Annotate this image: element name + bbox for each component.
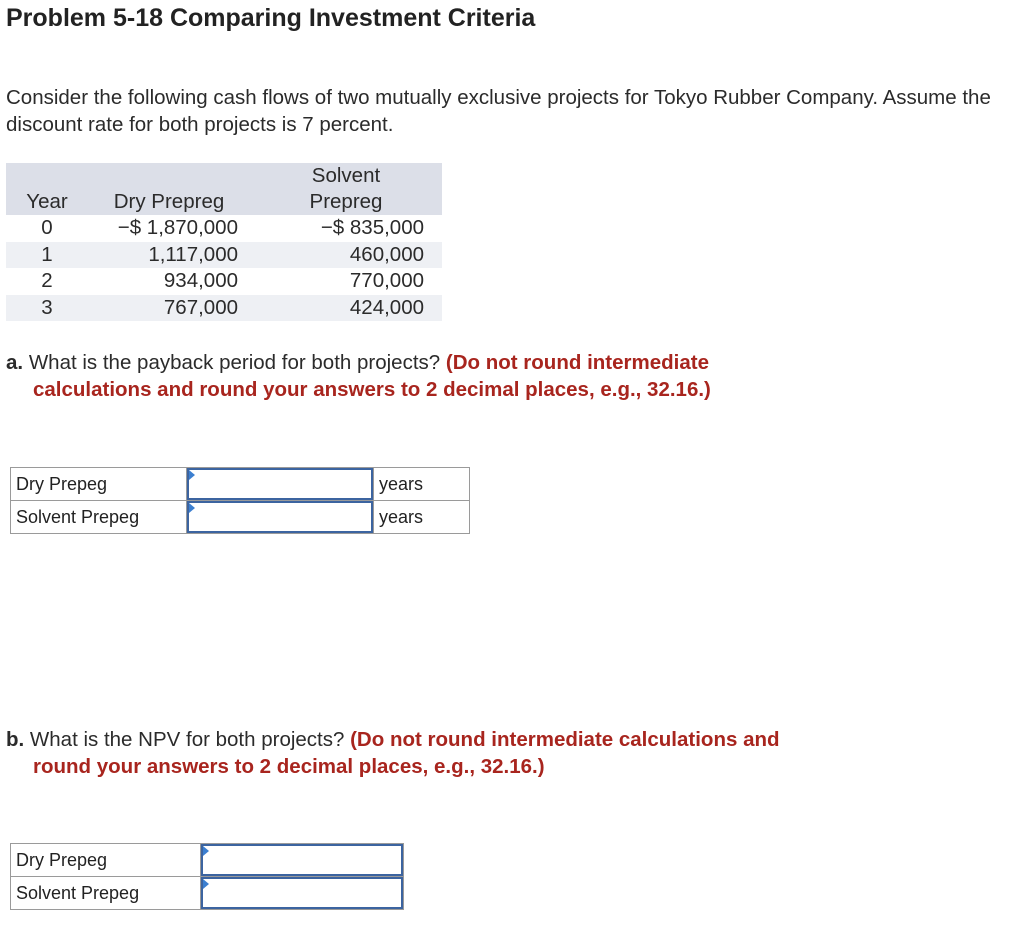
header-solvent-line1: Solvent [311,164,381,187]
header-solvent-prepreg [250,163,442,215]
question-a-text: What is the payback period for both projects? [28,351,441,374]
answer-cell [201,844,404,877]
year-cell: 1 [6,242,88,269]
question-b [6,726,1006,780]
answer-flag-icon [189,503,195,513]
solvent-prepreg-cell: −$ 835,000 [320,216,424,239]
dry-prepreg-cell: 767,000 [88,295,250,322]
answer-label-dry: Dry Prepeg [11,844,201,877]
problem-intro: Consider the following cash flows of two mutually exclusive projects for Tokyo Rubber Company. Assume the discount rate for both projects is 7 percent. [6,86,991,136]
solvent-prepreg-cell: 770,000 [349,269,424,292]
table-row [6,268,442,295]
unit-label: years [374,501,470,534]
answer-row [11,844,404,877]
header-dry-prepreg: Dry Prepreg [88,163,250,215]
payback-answer-table [10,467,470,534]
answer-row [11,877,404,910]
npv-solvent-input[interactable] [201,877,403,909]
question-a-note-line1: (Do not round intermediate [445,351,709,374]
table-row [6,242,442,269]
answer-label-dry: Dry Prepeg [11,468,187,501]
npv-answer-table [10,843,404,910]
question-b-note-line1: (Do not round intermediate calculations and [350,728,780,751]
year-cell: 3 [6,295,88,322]
cash-flow-table [6,163,442,321]
answer-flag-icon [203,846,209,856]
header-year: Year [6,163,88,215]
dry-prepreg-cell: 1,117,000 [88,242,250,269]
question-a [6,349,1006,403]
payback-dry-input[interactable] [187,468,373,500]
answer-label-solvent: Solvent Prepeg [11,877,201,910]
answer-cell [187,468,374,501]
answer-row [11,501,470,534]
question-b-text: What is the NPV for both projects? [29,728,345,751]
dry-prepreg-cell: 934,000 [163,269,238,292]
answer-cell [187,501,374,534]
npv-dry-input[interactable] [201,844,403,876]
question-a-label: a. [6,351,24,374]
answer-flag-icon [203,879,209,889]
solvent-prepreg-cell: 460,000 [250,242,442,269]
answer-flag-icon [189,470,195,480]
page-title: Problem 5-18 Comparing Investment Criteria [6,4,536,32]
question-b-note-line2: round your answers to 2 decimal places, e.g., 32.16.) [33,755,545,778]
question-b-label: b. [6,728,25,751]
dry-prepreg-cell: −$ 1,870,000 [117,216,238,239]
solvent-prepreg-cell: 424,000 [250,295,442,322]
answer-cell [201,877,404,910]
cash-flow-header-row [6,163,442,215]
table-row [6,295,442,322]
year-cell: 0 [41,216,53,239]
year-cell: 2 [41,269,53,292]
payback-solvent-input[interactable] [187,501,373,533]
answer-label-solvent: Solvent Prepeg [11,501,187,534]
unit-label: years [374,468,470,501]
header-solvent-line2: Prepreg [309,190,383,213]
answer-row [11,468,470,501]
question-a-note-line2: calculations and round your answers to 2 decimal places, e.g., 32.16.) [33,378,711,401]
table-row [6,215,442,242]
